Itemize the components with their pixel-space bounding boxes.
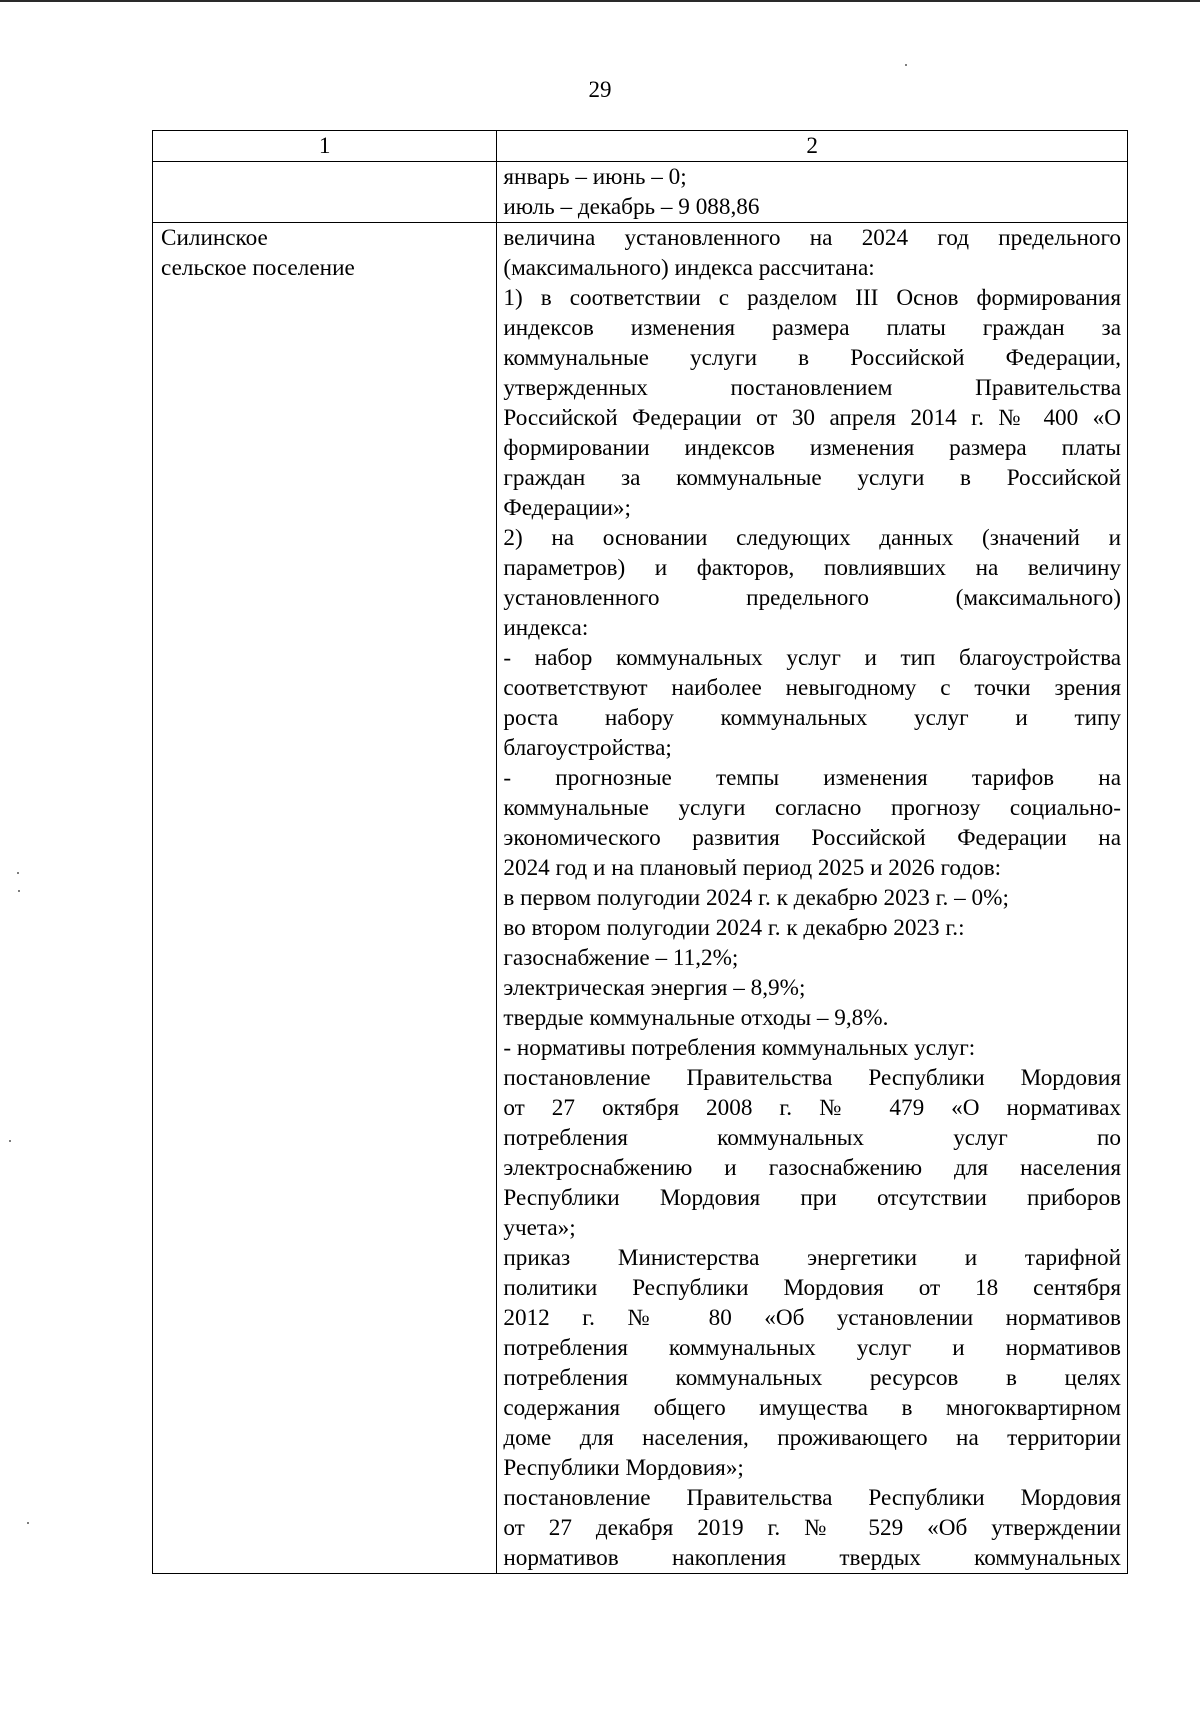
text-line: (максимального) индекса рассчитана: bbox=[503, 255, 875, 281]
text-line: нормативов накопления твердых коммунальных bbox=[503, 1545, 1121, 1571]
text-line: параметров) и факторов, повлиявших на величину bbox=[503, 555, 1121, 581]
text-line: Республики Мордовия»; bbox=[503, 1455, 744, 1481]
text-line: утвержденных постановлением Правительства bbox=[503, 375, 1121, 401]
text-line: установленного предельного (максимального) bbox=[503, 585, 1121, 611]
scan-speck bbox=[18, 890, 20, 892]
text-line: - набор коммунальных услуг и тип благоустройства bbox=[503, 645, 1121, 671]
text-line: сельское поселение bbox=[161, 255, 355, 281]
table-header-row bbox=[153, 131, 1128, 162]
text-line: Республики Мордовия при отсутствии приборов bbox=[503, 1185, 1121, 1211]
text-line: Федерации»; bbox=[503, 495, 631, 521]
scan-top-edge bbox=[0, 0, 1200, 2]
row-1-index-description-cell bbox=[497, 162, 1128, 223]
text-line: 2024 год и на плановый период 2025 и 2026 годов: bbox=[503, 855, 1002, 881]
text-line: коммунальные услуги в Российской Федерации, bbox=[503, 345, 1121, 371]
text-line: 2012 г. № 80 «Об установлении нормативов bbox=[503, 1305, 1121, 1331]
text-line: потребления коммунальных услуг по bbox=[503, 1125, 1121, 1151]
text-line: экономического развития Российской Федерации на bbox=[503, 825, 1121, 851]
text-line: в первом полугодии 2024 г. к декабрю 2023 г. – 0%; bbox=[503, 885, 1009, 911]
text-line: постановление Правительства Республики Мордовия bbox=[503, 1065, 1121, 1091]
text-line: Российской Федерации от 30 апреля 2014 г. № 400 «О bbox=[503, 405, 1121, 431]
text-line: роста набору коммунальных услуг и типу bbox=[503, 705, 1121, 731]
text-line: во втором полугодии 2024 г. к декабрю 2023 г.: bbox=[503, 915, 965, 941]
row-2-index-description-cell bbox=[497, 223, 1128, 1574]
text-line: постановление Правительства Республики Мордовия bbox=[503, 1485, 1121, 1511]
text-line: - прогнозные темпы изменения тарифов на bbox=[503, 765, 1121, 791]
text-line: - нормативы потребления коммунальных услуг: bbox=[503, 1035, 976, 1061]
text-line: содержания общего имущества в многоквартирном bbox=[503, 1395, 1121, 1421]
text-line: приказ Министерства энергетики и тарифной bbox=[503, 1245, 1121, 1271]
text-line: политики Республики Мордовия от 18 сентября bbox=[503, 1275, 1121, 1301]
table-row bbox=[153, 162, 1128, 223]
page-number: 29 bbox=[588, 77, 612, 102]
scan-speck bbox=[905, 64, 907, 66]
text-line: электрическая энергия – 8,9%; bbox=[503, 975, 806, 1001]
text-line: величина установленного на 2024 год предельного bbox=[503, 225, 1121, 251]
column-header-2: 2 bbox=[497, 131, 1128, 162]
text-line: индексов изменения размера платы граждан за bbox=[503, 315, 1121, 341]
text-line: от 27 декабря 2019 г. № 529 «Об утверждении bbox=[503, 1515, 1121, 1541]
text-line: твердые коммунальные отходы – 9,8%. bbox=[503, 1005, 889, 1031]
text-line: потребления коммунальных ресурсов в целях bbox=[503, 1365, 1121, 1391]
text-line: граждан за коммунальные услуги в Российской bbox=[503, 465, 1121, 491]
text-line: 2) на основании следующих данных (значений и bbox=[503, 525, 1121, 551]
text-line: Силинское bbox=[161, 225, 268, 251]
column-header-1: 1 bbox=[153, 131, 497, 162]
text-line: 1) в соответствии с разделом III Основ формирования bbox=[503, 285, 1121, 311]
text-line: июль – декабрь – 9 088,86 bbox=[503, 194, 760, 220]
text-line: индекса: bbox=[503, 615, 589, 641]
scan-speck bbox=[17, 872, 19, 874]
text-line: коммунальные услуги согласно прогнозу социально- bbox=[503, 795, 1121, 821]
text-line: электроснабжению и газоснабжению для населения bbox=[503, 1155, 1121, 1181]
index-table bbox=[152, 130, 1128, 1574]
text-line: газоснабжение – 11,2%; bbox=[503, 945, 739, 971]
scan-speck bbox=[27, 1522, 29, 1524]
text-line: учета»; bbox=[503, 1215, 576, 1241]
table-row bbox=[153, 223, 1128, 1574]
text-line: январь – июнь – 0; bbox=[503, 164, 687, 190]
text-line: от 27 октября 2008 г. № 479 «О нормативах bbox=[503, 1095, 1121, 1121]
text-line: благоустройства; bbox=[503, 735, 672, 761]
scan-speck bbox=[9, 1140, 11, 1142]
row-2-municipality-cell bbox=[153, 223, 497, 1574]
text-line: доме для населения, проживающего на территории bbox=[503, 1425, 1121, 1451]
text-line: соответствуют наиболее невыгодному с точки зрения bbox=[503, 675, 1121, 701]
text-line: потребления коммунальных услуг и нормативов bbox=[503, 1335, 1121, 1361]
row-1-municipality-cell bbox=[153, 162, 497, 223]
text-line: формировании индексов изменения размера платы bbox=[503, 435, 1121, 461]
